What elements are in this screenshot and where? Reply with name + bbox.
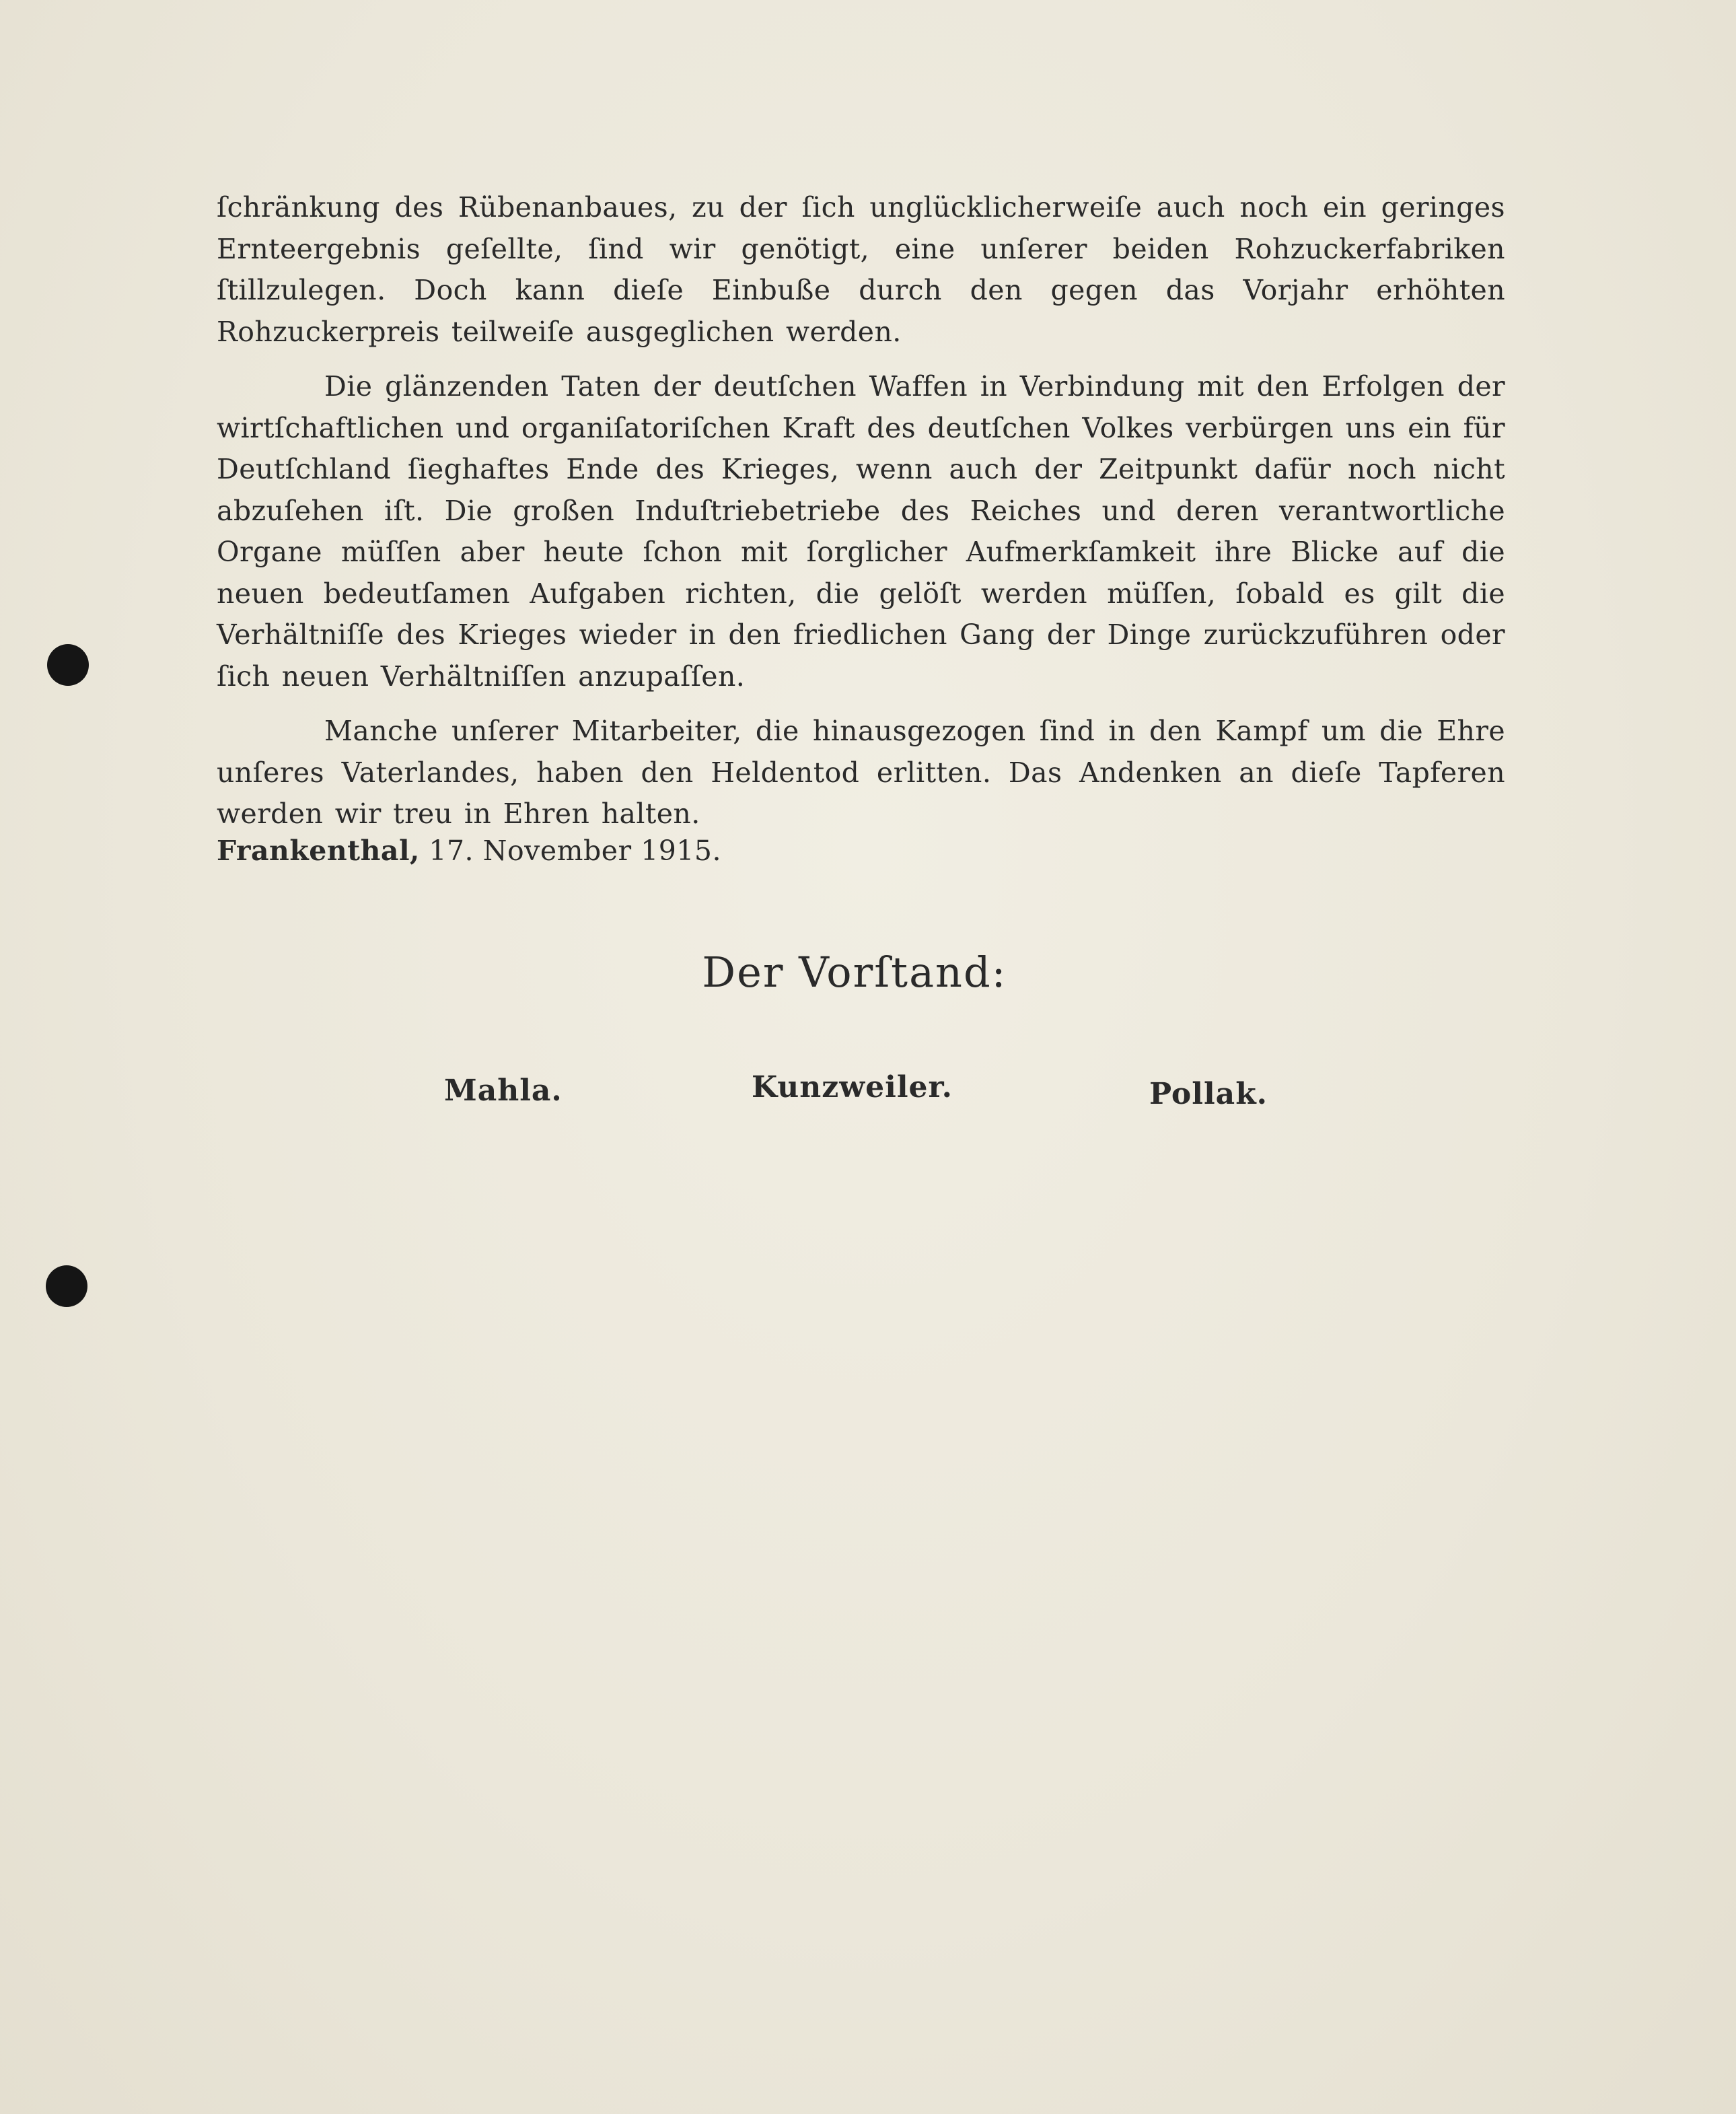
- board-title: Der Vorſtand:: [702, 948, 1007, 997]
- paragraph-war-outlook: Die glänzenden Taten der deutſchen Waffen in Verbindung mit den Erfolgen der wirtſchaftlichen und organiſatoriſchen Kraft des deutſchen Volkes verbürgen uns ein für Deutſchland ſieghaftes Ende des Krieges, wenn auch der Zeitpunkt dafür noch nicht abzuſehen iſt. Die großen Induſtriebetriebe des Reiches und deren verantwortliche Organe müſſen aber heute ſchon mit ſorglicher Aufmerkſamkeit ihre Blicke auf die neuen bedeutſamen Aufgaben richten, die gelöſt werden müſſen, ſobald es gilt die Verhältniſſe des Krieges wieder in den friedlichen Gang der Dinge zurückzuführen oder ſich neuen Verhältniſſen anzupaſſen.: [217, 370, 1505, 693]
- punch-hole: [47, 644, 89, 686]
- signatory-kunzweiler: Kunzweiler.: [752, 1070, 953, 1104]
- punch-hole: [46, 1265, 87, 1307]
- place-name: Frankenthal,: [217, 835, 420, 867]
- paragraph-sugar-factory: ſchränkung des Rübenanbaues, zu der ſich unglücklicherweiſe auch noch ein geringes Ernteergebnis geſellte, ſind wir genötigt, eine unſerer beiden Rohzuckerfabriken ſtillzulegen. Doch kann dieſe Einbuße durch den gegen das Vorjahr erhöhten Rohzuckerpreis teilweiſe ausgeglichen werden.: [217, 191, 1505, 348]
- place-date-line: [217, 835, 721, 867]
- paragraph-memorial: Manche unſerer Mitarbeiter, die hinausgezogen ſind in den Kampf um die Ehre unſeres Vaterlandes, haben den Heldentod erlitten. Das Andenken an dieſe Tapferen werden wir treu in Ehren halten.: [217, 715, 1505, 830]
- body-text: [217, 187, 1505, 849]
- signatory-mahla: Mahla.: [444, 1073, 563, 1108]
- date: 17. November 1915.: [429, 835, 722, 867]
- signatory-pollak: Pollak.: [1149, 1077, 1268, 1111]
